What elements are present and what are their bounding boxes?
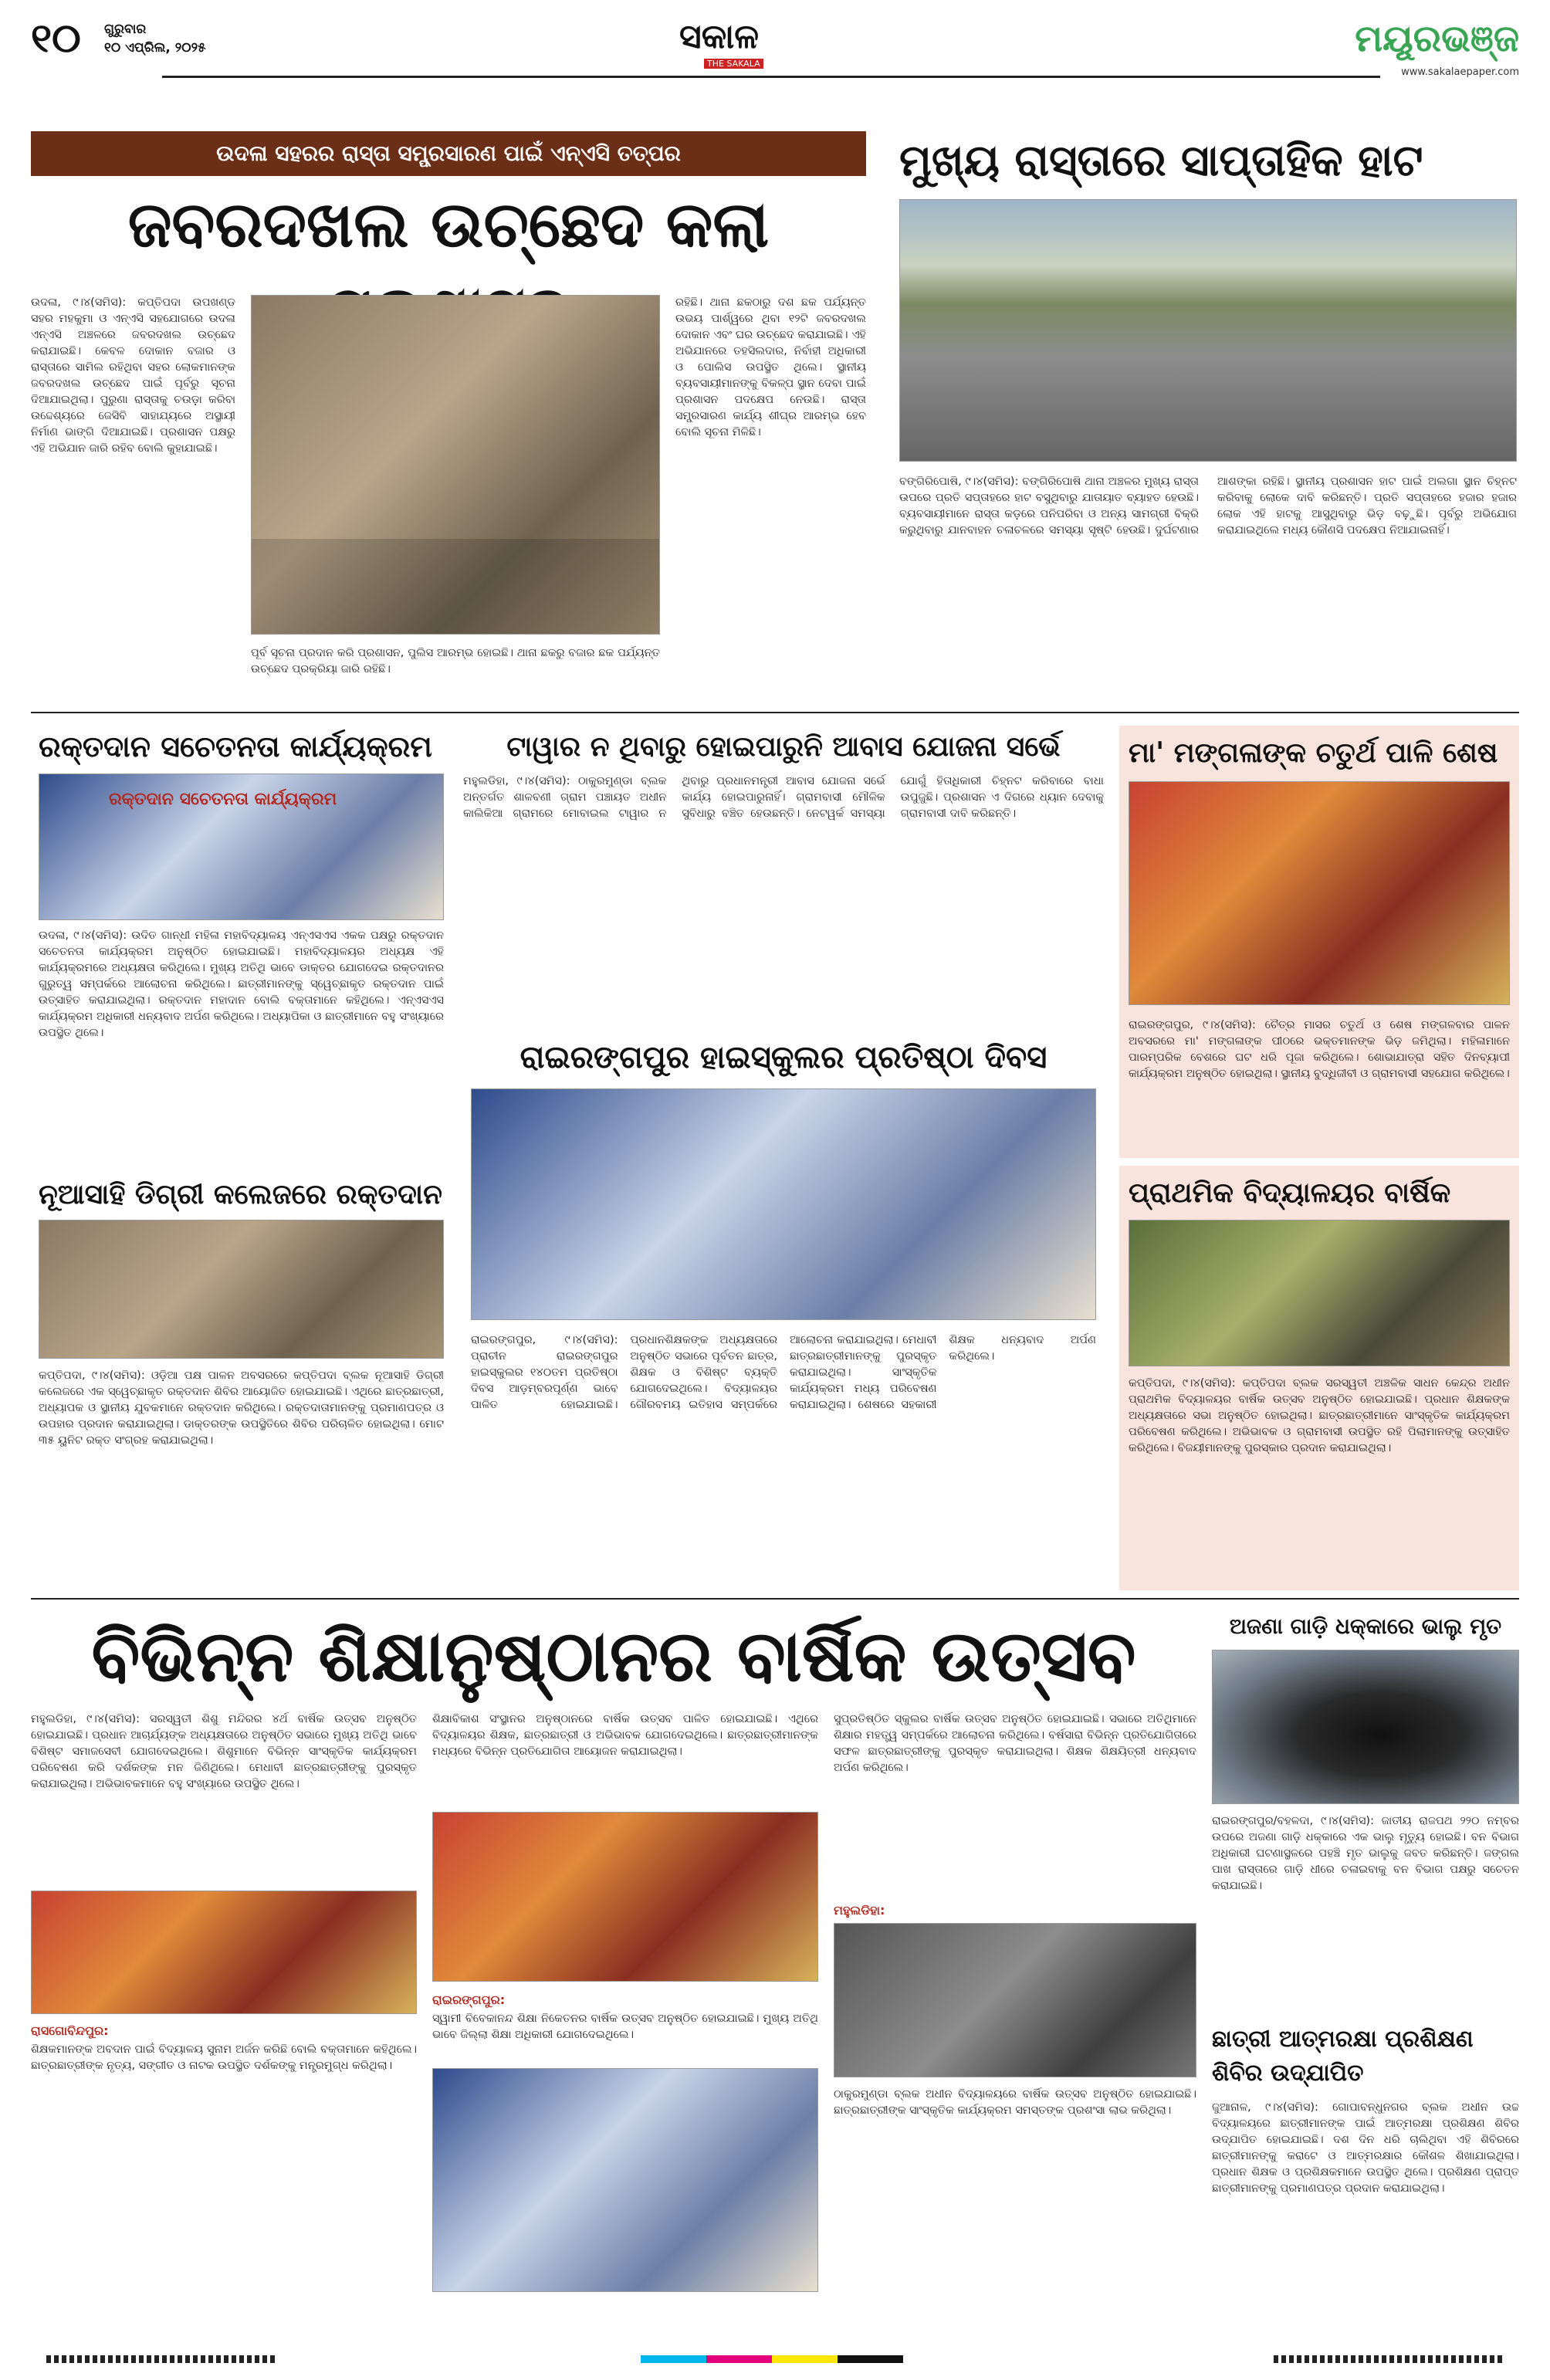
- story-tower-survey: [463, 726, 1104, 1034]
- body-annual-col2: ଶିକ୍ଷାବିକାଶ ସଂସ୍ଥାନର ଅନୁଷ୍ଠାନରେ ବାର୍ଷିକ ଉତ୍ସବ ପାଳିତ ହୋଇଯାଇଛି। ଏଥିରେ ବିଦ୍ୟାଳୟର ଶିକ୍ଷକ, ଛାତ୍ରଛାତ୍ରୀ ଓ ଅଭିଭାବକ ଯୋଗଦେଇଥିଲେ। ଛାତ୍ରଛାତ୍ରୀମାନଙ୍କ ମଧ୍ୟରେ ବିଭିନ୍ନ ପ୍ରତିଯୋଗିତା ଆୟୋଜନ କରାଯାଇଥିଲା।: [432, 1713, 818, 1758]
- photo-annual-3: [432, 2068, 818, 2292]
- body-encroachment-left: ଉଦଳା, ୯।୪(ସମିସ): କପ୍ତିପଦା ଉପଖଣ୍ଡ ସହର ମହକୁମା ଓ ଏନ୍‌ଏସି ସହଯୋଗରେ ଉଦଳା ଏନ୍‌ଏସି ଅଞ୍ଚଳରେ ଜବରଦଖଲ ଉଚ୍ଛେଦ କରାଯାଇଛି। କେବଳ ଦୋକାନ ବଜାର ଓ ରାସ୍ତାରେ ସାମିଲ ରହିଥିବା ସହର ଲୋକମାନଙ୍କ ଜବରଦଖଲ ଉଚ୍ଛେଦ ପାଇଁ ପୂର୍ବରୁ ସୂଚନା ଦିଆଯାଇଥିଲା। ପୁରୁଣା ରାସ୍ତାକୁ ଚଉଡ଼ା କରିବା ଉଦ୍ଦେଶ୍ୟରେ ଜେସିବି ସାହାଯ୍ୟରେ ଅସ୍ଥାୟୀ ନିର୍ମାଣ ଭାଙ୍ଗି ଦିଆଯାଇଛି। ପ୍ରଶାସନ ପକ୍ଷରୁ ଏହି ଅଭିଯାନ ଜାରି ରହିବ ବୋଲି କୁହାଯାଇଛି।: [31, 296, 235, 455]
- headline-blood-camp: ନୂଆସାହି ଡିଗ୍ରୀ କଲେଜରେ ରକ୍ତଦାନ: [39, 1178, 442, 1210]
- headline-bear-accident: ଅଜଣା ଗାଡ଼ି ଧକ୍କାରେ ଭାଲୁ ମୃତ: [1229, 1613, 1502, 1639]
- body-school-foundation: ରାଇରଙ୍ଗପୁର, ୯।୪(ସମିସ): ପ୍ରାଚୀନ ରାଇରଙ୍ଗପୁର ହାଇସ୍କୁଲର ୧୪୦ତମ ପ୍ରତିଷ୍ଠା ଦିବସ ଆଡ଼ମ୍ବରପୂର୍ଣ୍ଣ ଭାବେ ପାଳିତ ହୋଇଯାଇଛି। ପ୍ରଧାନଶିକ୍ଷକଙ୍କ ଅଧ୍ୟକ୍ଷତାରେ ଅନୁଷ୍ଠିତ ସଭାରେ ପୂର୍ବତନ ଛାତ୍ର, ଶିକ୍ଷକ ଓ ବିଶିଷ୍ଟ ବ୍ୟକ୍ତି ଯୋଗଦେଇଥିଲେ। ବିଦ୍ୟାଳୟର ଗୌରବମୟ ଇତିହାସ ସମ୍ପର୍କରେ ଆଲୋଚନା କରାଯାଇଥିଲା। ମେଧାବୀ ଛାତ୍ରଛାତ୍ରୀମାନଙ୍କୁ ପୁରସ୍କୃତ କରାଯାଇଥିଲା। ସାଂସ୍କୃତିକ କାର୍ଯ୍ୟକ୍ରମ ମଧ୍ୟ ପରିବେଷଣ କରାଯାଇଥିଲା। ଶେଷରେ ସହକାରୀ ଶିକ୍ଷକ ଧନ୍ୟବାଦ ଅର୍ପଣ କରିଥିଲେ।: [471, 1334, 1096, 1411]
- headline-school-foundation: ରାଇରଙ୍ଗପୁର ହାଇସ୍କୁଲର ପ୍ରତିଷ୍ଠା ଦିବସ: [519, 1039, 1047, 1075]
- body-weekly-market: ବଙ୍ଗିରିପୋଷି, ୯।୪(ସମିସ): ବଙ୍ଗିରିପୋଷି ଥାନା ଅଞ୍ଚଳର ମୁଖ୍ୟ ରାସ୍ତା ଉପରେ ପ୍ରତି ସପ୍ତାହରେ ହାଟ ବସୁଥିବାରୁ ଯାତାୟାତ ବ୍ୟାହତ ହେଉଛି। ବ୍ୟବସାୟୀମାନେ ରାସ୍ତା କଡ଼ରେ ପନିପରିବା ଓ ଅନ୍ୟ ସାମଗ୍ରୀ ବିକ୍ରି କରୁଥିବାରୁ ଯାନବାହନ ଚଳାଚଳରେ ସମସ୍ୟା ସୃଷ୍ଟି ହେଉଛି। ଦୁର୍ଘଟଣାର ଆଶଙ୍କା ରହିଛି। ସ୍ଥାନୀୟ ପ୍ରଶାସନ ହାଟ ପାଇଁ ଅଲଗା ସ୍ଥାନ ଚିହ୍ନଟ କରିବାକୁ ଲୋକେ ଦାବି କରିଛନ୍ତି। ପ୍ରତି ସପ୍ତାହରେ ହଜାର ହଜାର ଲୋକ ଏହି ହାଟକୁ ଆସୁଥିବାରୁ ଭିଡ଼ ବଢ଼ୁଛି। ପୂର୍ବରୁ ଅଭିଯୋଗ କରାଯାଇଥିଲେ ମଧ୍ୟ କୌଣସି ପଦକ୍ଷେପ ନିଆଯାଇନାହିଁ।: [899, 476, 1517, 537]
- registration-strip-left: [46, 2355, 278, 2363]
- photo-bear: [1212, 1650, 1519, 1804]
- dateline-rairangpur: ରାଇରଙ୍ଗପୁର:: [432, 1992, 506, 2007]
- kicker-bar: [31, 131, 866, 176]
- story-weekly-market: [892, 131, 1521, 718]
- photo-annual-4: [834, 1923, 1196, 2077]
- body-encroachment-right: ରହିଛି। ଥାନା ଛକଠାରୁ ଦଶ ଛକ ପର୍ଯ୍ୟନ୍ତ ଉଭୟ ପାର୍ଶ୍ୱରେ ଥିବା ୧୨ଟି ଜବରଦଖଲ ଦୋକାନ ଏବଂ ଘର ଉଚ୍ଛେଦ କରାଯାଇଛି। ଏହି ଅଭିଯାନରେ ତହସିଲଦାର, ନିର୍ବାହୀ ଅଧିକାରୀ ଓ ପୋଲିସ ଉପସ୍ଥିତ ଥିଲେ। ସ୍ଥାନୀୟ ବ୍ୟବସାୟୀମାନଙ୍କୁ ବିକଳ୍ପ ସ୍ଥାନ ଦେବା ପାଇଁ ପ୍ରଶାସନ ପଦକ୍ଷେପ ନେଉଛି। ରାସ୍ତା ସମ୍ପ୍ରସାରଣ କାର୍ଯ୍ୟ ଶୀଘ୍ର ଆରମ୍ଭ ହେବ ବୋଲି ସୂଚନା ମିଳିଛି।: [675, 296, 866, 438]
- story-annual-functions: [31, 1610, 1196, 2304]
- edition-name: ମୟୂରଭଞ୍ଜ: [1355, 17, 1519, 60]
- body-blood-camp: କପ୍ତିପଦା, ୯।୪(ସମିସ): ଓଡ଼ିଆ ପକ୍ଷ ପାଳନ ଅବସରରେ କପ୍ତିପଦା ବ୍ଲକ ନୂଆସାହି ଡିଗ୍ରୀ କଲେଜରେ ଏକ ସ୍ୱେଚ୍ଛାକୃତ ରକ୍ତଦାନ ଶିବିର ଆୟୋଜିତ ହୋଇଯାଇଛି। ଏଥିରେ ଛାତ୍ରଛାତ୍ରୀ, ଅଧ୍ୟାପକ ଓ ସ୍ଥାନୀୟ ଯୁବକମାନେ ରକ୍ତଦାନ କରିଥିଲେ। ରକ୍ତଦାତାମାନଙ୍କୁ ପ୍ରମାଣପତ୍ର ଓ ଉପହାର ପ୍ରଦାନ କରାଯାଇଥିଲା। ଡାକ୍ତରଙ୍କ ଉପସ୍ଥିତିରେ ଶିବିର ପରିଚାଳିତ ହୋଇଥିଲା। ମୋଟ ୩୫ ୟୁନିଟ ରକ୍ତ ସଂଗ୍ରହ କରାଯାଇଥିଲା।: [39, 1369, 444, 1447]
- masthead-day: ଗୁରୁବାର: [104, 22, 147, 37]
- headline-self-defense: ଛାତ୍ରୀ ଆତ୍ମରକ୍ଷା ପ୍ରଶିକ୍ଷଣ ଶିବିର ଉଦ୍‌ଯାପିତ: [1212, 2026, 1474, 2087]
- paper-tagline: THE SAKALA: [704, 59, 763, 69]
- body-maa-mangala: ରାଇରଙ୍ଗପୁର, ୯।୪(ସମିସ): ଚୈତ୍ର ମାସର ଚତୁର୍ଥ ଓ ଶେଷ ମଙ୍ଗଳବାର ପାଳନ ଅବସରରେ ମା' ମଙ୍ଗଳାଙ୍କ ପୀଠରେ ଭକ୍ତମାନଙ୍କ ଭିଡ଼ ଜମିଥିଲା। ମହିଳାମାନେ ପାରମ୍ପରିକ ବେଶରେ ଘଟ ଧରି ପୂଜା କରିଥିଲେ। ଶୋଭାଯାତ୍ରା ସହିତ ଦିନବ୍ୟାପୀ କାର୍ଯ୍ୟକ୍ରମ ଅନୁଷ୍ଠିତ ହୋଇଥିଲା। ସ୍ଥାନୀୟ ବୁଦ୍ଧିଜୀବୀ ଓ ଗ୍ରାମବାସୀ ସହଯୋଗ କରିଥିଲେ।: [1129, 1019, 1510, 1080]
- headline-primary-school: ପ୍ରାଥମିକ ବିଦ୍ୟାଳୟର ବାର୍ଷିକ: [1129, 1176, 1451, 1209]
- photo-banner-text: ରକ୍ତଦାନ ସଚେତନତା କାର୍ଯ୍ୟକ୍ରମ: [109, 790, 337, 809]
- photo-market-road: [899, 199, 1517, 462]
- body-blood-awareness: ଉଦଳା, ୯।୪(ସମିସ): ଉଦିତ ଗାନ୍ଧୀ ମହିଳା ମହାବିଦ୍ୟାଳୟ ଏନ୍‌ଏସଏସ ଏକକ ପକ୍ଷରୁ ରକ୍ତଦାନ ସଚେତନତା କାର୍ଯ୍ୟକ୍ରମ ଅନୁଷ୍ଠିତ ହୋଇଯାଇଛି। ମହାବିଦ୍ୟାଳୟର ଅଧ୍ୟକ୍ଷ ଏହି କାର୍ଯ୍ୟକ୍ରମରେ ଅଧ୍ୟକ୍ଷତା କରିଥିଲେ। ମୁଖ୍ୟ ଅତିଥି ଭାବେ ଡାକ୍ତର ଯୋଗଦେଇ ରକ୍ତଦାନର ଗୁରୁତ୍ୱ ସମ୍ପର୍କରେ ଆଲୋଚନା କରିଥିଲେ। ଛାତ୍ରୀମାନଙ୍କୁ ସ୍ୱେଚ୍ଛାକୃତ ରକ୍ତଦାନ ପାଇଁ ଉତ୍ସାହିତ କରାଯାଇଥିଲା। ରକ୍ତଦାନ ମହାଦାନ ବୋଲି ବକ୍ତାମାନେ କହିଥିଲେ। ଏନ୍‌ଏସଏସ କାର୍ଯ୍ୟକ୍ରମ ଅଧିକାରୀ ଧନ୍ୟବାଦ ଅର୍ପଣ କରିଥିଲେ। ଅଧ୍ୟାପିକା ଓ ଛାତ୍ରୀମାନେ ବହୁ ସଂଖ୍ୟାରେ ଉପସ୍ଥିତ ଥିଲେ।: [39, 929, 444, 1039]
- story-blood-camp: [31, 1173, 452, 1590]
- photo-annual-1: [31, 1891, 417, 2014]
- body-annual-col1: ମହୁଲଡିହା, ୯।୪(ସମିସ): ସରସ୍ୱତୀ ଶିଶୁ ମନ୍ଦିରର ୪ର୍ଥ ବାର୍ଷିକ ଉତ୍ସବ ଅନୁଷ୍ଠିତ ହୋଇଯାଇଛି। ପ୍ରଧାନ ଆଚାର୍ଯ୍ୟଙ୍କ ଅଧ୍ୟକ୍ଷତାରେ ଅନୁଷ୍ଠିତ ସଭାରେ ମୁଖ୍ୟ ଅତିଥି ଭାବେ ବିଶିଷ୍ଟ ସମାଜସେବୀ ଯୋଗଦେଇଥିଲେ। ଶିଶୁମାନେ ବିଭିନ୍ନ ସାଂସ୍କୃତିକ କାର୍ଯ୍ୟକ୍ରମ ପରିବେଷଣ କରି ଦର୍ଶକଙ୍କ ମନ ଜିଣିଥିଲେ। ମେଧାବୀ ଛାତ୍ରଛାତ୍ରୀଙ୍କୁ ପୁରସ୍କୃତ କରାଯାଇଥିଲା। ଅଭିଭାବକମାନେ ବହୁ ସଂଖ୍ୟାରେ ଉପସ୍ଥିତ ଥିଲେ।: [31, 1713, 417, 1790]
- body-annual-col3: ସୁପ୍ରତିଷ୍ଠିତ ସ୍କୁଲର ବାର୍ଷିକ ଉତ୍ସବ ଅନୁଷ୍ଠିତ ହୋଇଯାଇଛି। ସଭାରେ ଅତିଥିମାନେ ଶିକ୍ଷାର ମହତ୍ତ୍ୱ ସମ୍ପର୍କରେ ଆଲୋଚନା କରିଥିଲେ। ବର୍ଷସାରା ବିଭିନ୍ନ ପ୍ରତିଯୋଗିତାରେ ସଫଳ ଛାତ୍ରଛାତ୍ରୀଙ୍କୁ ପୁରସ୍କୃତ କରାଯାଇଥିଲା। ଶିକ୍ଷକ ଶିକ୍ଷୟିତ୍ରୀ ଧନ୍ୟବାଦ ଅର୍ପଣ କରିଥିଲେ।: [834, 1713, 1196, 1774]
- body-tower-survey: ମହୁଲଡିହା, ୯।୪(ସମିସ): ଠାକୁରମୁଣ୍ଡା ବ୍ଲକ ଅନ୍ତର୍ଗତ ଶାଳବଣୀ ଗ୍ରାମ ପଞ୍ଚାୟତ ଅଧୀନ କାଲିକିଆ ଗ୍ରାମରେ ମୋବାଇଲ ଟାୱାର ନ ଥିବାରୁ ପ୍ରଧାନମନ୍ତ୍ରୀ ଆବାସ ଯୋଜନା ସର୍ଭେ କାର୍ଯ୍ୟ ହୋଇପାରୁନାହିଁ। ଗ୍ରାମବାସୀ ମୌଳିକ ସୁବିଧାରୁ ବଞ୍ଚିତ ହେଉଛନ୍ତି। ନେଟୱର୍କ ସମସ୍ୟା ଯୋଗୁଁ ହିତାଧିକାରୀ ଚିହ୍ନଟ କରିବାରେ ବାଧା ଉପୁଜୁଛି। ପ୍ରଶାସନ ଏ ଦିଗରେ ଧ୍ୟାନ ଦେବାକୁ ଗ୍ରାମବାସୀ ଦାବି କରିଛନ୍ତି।: [463, 775, 1104, 820]
- kicker-text: ଉଦଳା ସହରର ରାସ୍ତା ସମ୍ପ୍ରସାରଣ ପାଇଁ ଏନ୍‌ଏସି ତତ୍ପର: [216, 140, 681, 166]
- story-school-foundation: [463, 1034, 1104, 1583]
- masthead-rule: [162, 76, 1380, 78]
- story-primary-school: [1119, 1166, 1519, 1590]
- headline-blood-awareness: ରକ୍ତଦାନ ସଚେତନତା କାର୍ଯ୍ୟକ୍ରମ: [39, 729, 432, 763]
- photo-bulldozer: [251, 295, 660, 635]
- body-primary-school: କପ୍ତିପଦା, ୯।୪(ସମିସ): କପ୍ତିପଦା ବ୍ଲକ ସରସ୍ୱତୀ ଅଞ୍ଚଳିକ ସାଧନ କେନ୍ଦ୍ର ଅଧୀନ ପ୍ରାଥମିକ ବିଦ୍ୟାଳୟର ବାର୍ଷିକ ଉତ୍ସବ ଅନୁଷ୍ଠିତ ହୋଇଯାଇଛି। ପ୍ରଧାନ ଶିକ୍ଷକଙ୍କ ଅଧ୍ୟକ୍ଷତାରେ ସଭା ଅନୁଷ୍ଠିତ ହୋଇଥିଲା। ଛାତ୍ରଛାତ୍ରୀମାନେ ସାଂସ୍କୃତିକ କାର୍ଯ୍ୟକ୍ରମ ପରିବେଷଣ କରିଥିଲେ। ଅଭିଭାବକ ଓ ଗ୍ରାମବାସୀ ଉପସ୍ଥିତ ରହି ପିଲାମାନଙ୍କୁ ଉତ୍ସାହିତ କରିଥିଲେ। ବିଜୟୀମାନଙ୍କୁ ପୁରସ୍କାର ପ୍ରଦାନ କରାଯାଇଥିଲା।: [1129, 1377, 1510, 1454]
- headline-weekly-market: ମୁଖ୍ୟ ରାସ୍ତାରେ ସାପ୍ତାହିକ ହାଟ: [899, 135, 1423, 186]
- dateline-mahuldiha: ମହୁଲଡିହା:: [834, 1903, 885, 1918]
- photo-annual-2: [432, 1812, 818, 1982]
- story-self-defense: [1212, 2023, 1519, 2304]
- headline-encroachment: ଜବରଦଖଲ ଉଚ୍ଛେଦ କଲା: [127, 188, 770, 262]
- body-bear-accident: ରାଇରଙ୍ଗପୁର/ବହଳଦା, ୯।୪(ସମିସ): ଜାତୀୟ ରାଜପଥ ୨୨୦ ନମ୍ବର ଉପରେ ଅଜଣା ଗାଡ଼ି ଧକ୍କାରେ ଏକ ଭାଲୁ ମୃତ୍ୟୁ ହୋଇଛି। ବନ ବିଭାଗ ଅଧିକାରୀ ଘଟଣାସ୍ଥଳରେ ପହଞ୍ଚି ମୃତ ଭାଲୁକୁ ଜବତ କରିଛନ୍ତି। ଜଙ୍ଗଲ ପାଖ ରାସ୍ତାରେ ଗାଡ଼ି ଧୀରେ ଚଳାଇବାକୁ ବନ ବିଭାଗ ପକ୍ଷରୁ ସଚେତନ କରାଯାଇଛି।: [1212, 1815, 1519, 1892]
- story-maa-mangala: [1119, 726, 1519, 1158]
- photo-blood-camp: [39, 1220, 444, 1359]
- story-bear-accident: [1212, 1610, 1519, 2011]
- body-annual-col3b: ଠାକୁରମୁଣ୍ଡା ବ୍ଲକ ଅଧୀନ ବିଦ୍ୟାଳୟରେ ବାର୍ଷିକ ଉତ୍ସବ ଅନୁଷ୍ଠିତ ହୋଇଯାଇଛି। ଛାତ୍ରଛାତ୍ରୀଙ୍କ ସାଂସ୍କୃତିକ କାର୍ଯ୍ୟକ୍ରମ ସମସ୍ତଙ୍କ ପ୍ରଶଂସା ଲାଭ କରିଥିଲା।: [834, 2088, 1196, 2117]
- masthead-date: ୧୦ ଏପ୍ରିଲ, ୨୦୨୫: [104, 40, 206, 56]
- dateline-raisuan: ରାସଗୋବିନ୍ଦପୁର:: [31, 2023, 109, 2038]
- body-annual-col2b: ସ୍ୱାମୀ ବିବେକାନନ୍ଦ ଶିକ୍ଷା ନିକେତନର ବାର୍ଷିକ ଉତ୍ସବ ଅନୁଷ୍ଠିତ ହୋଇଯାଇଛି। ମୁଖ୍ୟ ଅତିଥି ଭାବେ ଜିଲ୍ଲା ଶିକ୍ଷା ଅଧିକାରୀ ଯୋଗଦେଇଥିଲେ।: [432, 2013, 818, 2041]
- paper-logo: ସକାଳ: [679, 17, 760, 56]
- section-divider-2: [31, 1598, 1519, 1600]
- headline-tower-survey: ଟାୱାର ନ ଥିବାରୁ ହୋଇପାରୁନି ଆବାସ ଯୋଜନା ସର୍ଭେ: [506, 730, 1061, 763]
- body-self-defense: ଜୁଆନାଳ, ୯।୪(ସମିସ): ଗୋପାବନ୍ଧୁନଗର ବ୍ଲକ ଅଧୀନ ଉଚ୍ଚ ବିଦ୍ୟାଳୟରେ ଛାତ୍ରୀମାନଙ୍କ ପାଇଁ ଆତ୍ମରକ୍ଷା ପ୍ରଶିକ୍ଷଣ ଶିବିର ଉଦ୍‌ଯାପିତ ହୋଇଯାଇଛି। ଦଶ ଦିନ ଧରି ଚାଲିଥିବା ଏହି ଶିବିରରେ ଛାତ୍ରୀମାନଙ୍କୁ କରାଟେ ଓ ଆତ୍ମରକ୍ଷାର କୌଶଳ ଶିଖାଯାଇଥିଲା। ପ୍ରଧାନ ଶିକ୍ଷକ ଓ ପ୍ରଶିକ୍ଷକମାନେ ଉପସ୍ଥିତ ଥିଲେ। ପ୍ରଶିକ୍ଷଣ ପ୍ରାପ୍ତ ଛାତ୍ରୀମାନଙ୍କୁ ପ୍ରମାଣପତ୍ର ପ୍ରଦାନ କରାଯାଇଥିଲା।: [1212, 2101, 1519, 2195]
- body-encroachment-bottom: ପୂର୍ବ ସୂଚନା ପ୍ରଦାନ କରି ପ୍ରଶାସନ, ପୁଲିସ ଆରମ୍ଭ ହୋଇଛି। ଥାନା ଛକରୁ ବଜାର ଛକ ପର୍ଯ୍ୟନ୍ତ ଉଚ୍ଛେଦ ପ୍ରକ୍ରିୟା ଜାରି ରହିଛି।: [251, 647, 660, 675]
- story-encroachment: [31, 131, 866, 718]
- headline-maa-mangala: ମା' ମଙ୍ଗଳାଙ୍କ ଚତୁର୍ଥ ପାଳି ଶେଷ: [1129, 736, 1498, 769]
- photo-primary-school: [1129, 1220, 1510, 1366]
- photo-maa-mangala: [1129, 781, 1510, 1005]
- registration-strip-center: [641, 2355, 903, 2363]
- photo-school-foundation: [471, 1088, 1096, 1320]
- photo-blood-awareness: [39, 774, 444, 920]
- story-blood-awareness: [31, 726, 452, 1158]
- masthead: [31, 15, 1519, 86]
- registration-strip-right: [1274, 2355, 1505, 2363]
- body-annual-col1b: ଶିକ୍ଷକମାନଙ୍କ ଅବଦାନ ପାଇଁ ବିଦ୍ୟାଳୟ ସୁନାମ ଅର୍ଜନ କରିଛି ବୋଲି ବକ୍ତାମାନେ କହିଥିଲେ। ଛାତ୍ରଛାତ୍ରୀଙ୍କ ନୃତ୍ୟ, ସଙ୍ଗୀତ ଓ ନାଟକ ଉପସ୍ଥିତ ଦର୍ଶକଙ୍କୁ ମନ୍ତ୍ରମୁଗ୍ଧ କରିଥିଲା।: [31, 2043, 417, 2072]
- section-divider-1: [31, 712, 1519, 713]
- website: www.sakalaepaper.com: [1401, 66, 1519, 78]
- headline-annual-functions: ବିଭିନ୍ନ ଶିକ୍ଷାନୁଷ୍ଠାନର ବାର୍ଷିକ ଉତ୍ସବ: [91, 1614, 1136, 1698]
- page-number: ୧୦: [31, 15, 81, 62]
